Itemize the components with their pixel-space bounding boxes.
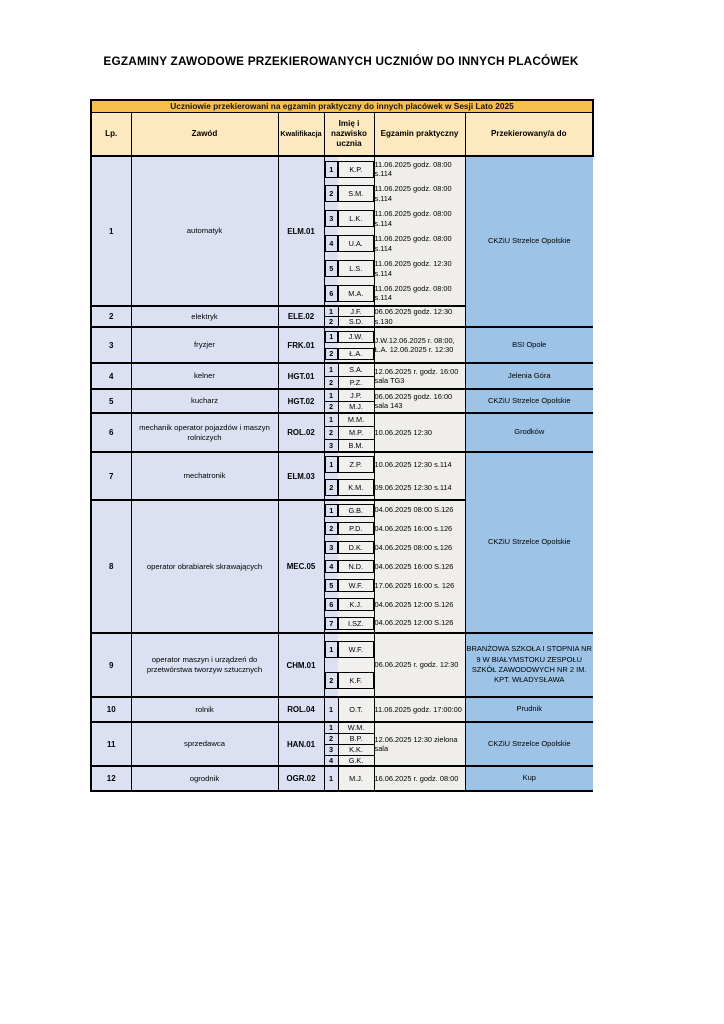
student-nr: 2 <box>325 185 339 202</box>
student-name: S.M. <box>338 185 374 202</box>
student-name: P.D. <box>338 522 374 535</box>
student-nr-cell <box>324 614 338 633</box>
student-name-cell <box>338 557 374 576</box>
redirect-cell: CKZiU Strzelce Opolskie <box>465 452 593 633</box>
lp-cell: 5 <box>91 389 131 413</box>
student-nr: 4 <box>325 560 339 573</box>
exam-cell: 06.06.2025 r. godz. 12:30 <box>374 633 465 697</box>
student-name-cell <box>338 156 374 181</box>
kwalifikacja-cell: MEC.05 <box>278 500 324 633</box>
exam-cell: 11.06.2025 godz. 08:00 s.114 <box>374 181 465 206</box>
student-name-cell <box>338 595 374 614</box>
student-name-cell <box>338 181 374 206</box>
exam-cell: 11.06.2025 godz. 08:00 s.114 <box>374 231 465 256</box>
exam-cell: 10.06.2025 12:30 s.114 <box>374 452 465 476</box>
student-nr-cell: 4 <box>324 755 338 766</box>
kwalifikacja-cell: ROL.02 <box>278 413 324 452</box>
lp-cell: 8 <box>91 500 131 633</box>
student-nr-cell <box>324 595 338 614</box>
exam-cell: 16.06.2025 r. godz. 08:00 <box>374 766 465 791</box>
student-nr: 6 <box>325 598 339 611</box>
student-nr: 1 <box>325 456 339 473</box>
student-nr-cell <box>324 327 338 345</box>
exam-cell: 17.06.2025 16:00 s. 126 <box>374 576 465 595</box>
student-nr: 3 <box>325 541 339 554</box>
student-nr-cell <box>324 181 338 206</box>
student-name: D.K. <box>338 541 374 554</box>
exam-cell: 04.06.2025 16:00 s.126 <box>374 519 465 538</box>
exam-cell: 09.06.2025 12:30 s.114 <box>374 476 465 500</box>
zawod-cell: sprzedawca <box>131 722 278 766</box>
student-name-cell <box>338 476 374 500</box>
student-name: K.F. <box>338 672 374 689</box>
student-nr: 1 <box>325 331 339 343</box>
zawod-cell: fryzjer <box>131 327 278 363</box>
student-name: M.A. <box>338 285 374 302</box>
student-nr: 7 <box>325 617 339 630</box>
redirect-cell: Prudnik <box>465 697 593 722</box>
kwalifikacja-cell: HAN.01 <box>278 722 324 766</box>
zawod-cell: ogrodnik <box>131 766 278 791</box>
student-nr: 2 <box>325 348 339 360</box>
lp-cell: 7 <box>91 452 131 500</box>
student-name: K.M. <box>338 479 374 496</box>
student-nr: 4 <box>325 235 339 252</box>
zawod-cell: kucharz <box>131 389 278 413</box>
student-nr-cell <box>324 206 338 231</box>
student-name: I.SZ. <box>338 617 374 630</box>
student-name: W.F. <box>338 641 374 658</box>
student-nr-cell <box>324 156 338 181</box>
student-nr-cell <box>324 452 338 476</box>
student-name-cell: M.J. <box>338 401 374 413</box>
student-nr-cell: 1 <box>324 413 338 426</box>
student-nr: 2 <box>325 522 339 535</box>
student-nr-cell: 1 <box>324 389 338 401</box>
redirect-cell: Jelenia Góra <box>465 363 593 389</box>
col-header-kwalifikacja: Kwalifikacja <box>278 112 324 156</box>
redirect-cell: Grodków <box>465 413 593 452</box>
zawod-cell: rolnik <box>131 697 278 722</box>
banner-row <box>91 100 593 112</box>
student-name: W.F. <box>338 579 374 592</box>
student-nr: 2 <box>325 672 339 689</box>
student-name: G.B. <box>338 504 374 517</box>
student-name: N.D. <box>338 560 374 573</box>
student-row <box>91 389 593 401</box>
student-name-cell <box>338 452 374 476</box>
zawod-cell: operator obrabiarek skrawających <box>131 500 278 633</box>
kwalifikacja-cell: CHM.01 <box>278 633 324 697</box>
student-nr-cell: 3 <box>324 439 338 452</box>
student-name-cell: W.M. <box>338 722 374 733</box>
student-name-cell <box>338 665 374 697</box>
zawod-cell: mechatronik <box>131 452 278 500</box>
col-header-lp: Lp. <box>91 112 131 156</box>
student-name: U.A. <box>338 235 374 252</box>
student-nr-cell <box>324 665 338 697</box>
exam-cell: 04.06.2025 12:00 S.126 <box>374 614 465 633</box>
student-nr: 5 <box>325 260 339 277</box>
student-name-cell <box>338 206 374 231</box>
zawod-cell: kelner <box>131 363 278 389</box>
redirect-cell: CKZiU Strzelce Opolskie <box>465 722 593 766</box>
col-header-zawod: Zawód <box>131 112 278 156</box>
kwalifikacja-cell: OGR.02 <box>278 766 324 791</box>
student-name: K.J. <box>338 598 374 611</box>
redirect-cell: BRANŻOWA SZKOŁA I STOPNIA NR 9 W BIAŁYMSTOKU ZESPOŁU SZKÓŁ ZAWODOWYCH NR 2 IM. KPT. WŁADYSŁAWA <box>465 633 593 697</box>
exam-cell: 11.06.2025 godz. 08:00 s.114 <box>374 156 465 181</box>
zawod-cell: operator maszyn i urządzeń do przetwórstwa tworzyw sztucznych <box>131 633 278 697</box>
student-nr-cell: 1 <box>324 306 338 317</box>
student-nr: 1 <box>325 641 339 658</box>
page-title: EGZAMINY ZAWODOWE PRZEKIEROWANYCH UCZNIÓW DO INNYCH PLACÓWEK <box>103 54 579 68</box>
redirect-cell: BSI Opole <box>465 327 593 363</box>
kwalifikacja-cell: HGT.01 <box>278 363 324 389</box>
lp-cell: 12 <box>91 766 131 791</box>
student-nr-cell <box>324 281 338 306</box>
student-nr-cell <box>324 500 338 519</box>
student-name: L.S. <box>338 260 374 277</box>
student-name-cell <box>338 633 374 665</box>
redirect-cell: CKZiU Strzelce Opolskie <box>465 389 593 413</box>
student-row <box>91 363 593 376</box>
kwalifikacja-cell: ROL.04 <box>278 697 324 722</box>
student-nr-cell: 2 <box>324 426 338 439</box>
exam-cell: 12.06.2025 r. godz. 16:00 sala TG3 <box>374 363 465 389</box>
redirect-cell: Kup <box>465 766 593 791</box>
student-row <box>91 633 593 665</box>
lp-cell: 10 <box>91 697 131 722</box>
kwalifikacja-cell: ELM.01 <box>278 156 324 306</box>
student-name-cell <box>338 614 374 633</box>
student-row <box>91 413 593 426</box>
lp-cell: 2 <box>91 306 131 327</box>
exam-cell: 12.06.2025 12:30 zielona sala <box>374 722 465 766</box>
kwalifikacja-cell: ELM.03 <box>278 452 324 500</box>
exam-cell: 04.06.2025 16:00 S.126 <box>374 557 465 576</box>
student-name-cell: J.P. <box>338 389 374 401</box>
lp-cell: 3 <box>91 327 131 363</box>
student-nr-cell <box>324 345 338 363</box>
student-nr-cell <box>324 538 338 557</box>
student-nr-cell: 1 <box>324 722 338 733</box>
header-row <box>91 112 593 156</box>
exam-cell: 06.06.2025 godz. 16:00 sala 143 <box>374 389 465 413</box>
student-name-cell <box>338 500 374 519</box>
lp-cell: 4 <box>91 363 131 389</box>
student-name: K.P. <box>338 161 374 178</box>
student-nr-cell: 2 <box>324 376 338 389</box>
student-row <box>91 722 593 733</box>
student-name: Z.P. <box>338 456 374 473</box>
student-name-cell: M.J. <box>338 766 374 791</box>
kwalifikacja-cell: HGT.02 <box>278 389 324 413</box>
student-name-cell: B.P. <box>338 733 374 744</box>
student-nr-cell <box>324 519 338 538</box>
student-row <box>91 156 593 181</box>
student-name-cell: S.D. <box>338 317 374 328</box>
exam-cell: 11.06.2025 godz. 08:00 s.114 <box>374 281 465 306</box>
redirect-cell: CKZiU Strzelce Opolskie <box>465 156 593 327</box>
student-name: Ł.A. <box>338 348 374 360</box>
kwalifikacja-cell: ELE.02 <box>278 306 324 327</box>
student-row <box>91 766 593 791</box>
col-header-egzamin: Egzamin praktyczny <box>374 112 465 156</box>
student-nr-cell: 1 <box>324 766 338 791</box>
student-name-cell <box>338 538 374 557</box>
student-row <box>91 452 593 476</box>
student-nr-cell <box>324 576 338 595</box>
table-banner: Uczniowie przekierowani na egzamin praktyczny do innych placówek w Sesji Lato 2025 <box>91 100 593 112</box>
zawod-cell: mechanik operator pojazdów i maszyn rolniczych <box>131 413 278 452</box>
student-name-cell: B.M. <box>338 439 374 452</box>
exam-cell: 04.06.2025 12:00 S.126 <box>374 595 465 614</box>
exam-cell: 04.06.2025 08:00 S.126 <box>374 500 465 519</box>
student-nr-cell: 1 <box>324 697 338 722</box>
student-name-cell <box>338 345 374 363</box>
student-name-cell <box>338 576 374 595</box>
student-nr-cell: 3 <box>324 744 338 755</box>
lp-cell: 11 <box>91 722 131 766</box>
student-name-cell <box>338 519 374 538</box>
exam-table <box>90 99 594 792</box>
student-nr-cell <box>324 476 338 500</box>
student-nr-cell <box>324 231 338 256</box>
student-name-cell: S.A. <box>338 363 374 376</box>
student-nr-cell <box>324 557 338 576</box>
exam-cell: J.W.12.06.2025 r. 08:00, Ł.A. 12.06.2025 r. 12:30 <box>374 327 465 363</box>
student-nr: 1 <box>325 161 339 178</box>
student-name-cell: O.T. <box>338 697 374 722</box>
lp-cell: 1 <box>91 156 131 306</box>
student-name-cell: M.P. <box>338 426 374 439</box>
student-name: L.K. <box>338 210 374 227</box>
student-name-cell: M.M. <box>338 413 374 426</box>
col-header-przekierowany: Przekierowany/a do <box>465 112 593 156</box>
lp-cell: 6 <box>91 413 131 452</box>
kwalifikacja-cell: FRK.01 <box>278 327 324 363</box>
student-name-cell <box>338 256 374 281</box>
student-nr-cell: 2 <box>324 733 338 744</box>
student-name-cell: P.Z. <box>338 376 374 389</box>
col-header-imie-nazwisko: Imię i nazwisko ucznia <box>324 112 374 156</box>
student-nr: 5 <box>325 579 339 592</box>
student-row <box>91 697 593 722</box>
student-nr-cell: 1 <box>324 363 338 376</box>
student-name-cell: G.K. <box>338 755 374 766</box>
student-nr-cell: 2 <box>324 401 338 413</box>
student-nr: 6 <box>325 285 339 302</box>
student-nr: 2 <box>325 479 339 496</box>
student-name-cell: J.F. <box>338 306 374 317</box>
student-nr: 1 <box>325 504 339 517</box>
student-name-cell <box>338 327 374 345</box>
student-nr: 3 <box>325 210 339 227</box>
zawod-cell: elektryk <box>131 306 278 327</box>
student-nr-cell <box>324 256 338 281</box>
exam-cell: 11.06.2025 godz. 08:00 s.114 <box>374 206 465 231</box>
student-row <box>91 327 593 345</box>
student-nr-cell: 2 <box>324 317 338 328</box>
student-nr-cell <box>324 633 338 665</box>
lp-cell: 9 <box>91 633 131 697</box>
student-name-cell <box>338 281 374 306</box>
student-name-cell: K.K. <box>338 744 374 755</box>
student-name-cell <box>338 231 374 256</box>
exam-cell: 10.06.2025 12:30 <box>374 413 465 452</box>
exam-cell: 04.06.2025 08:00 s.126 <box>374 538 465 557</box>
exam-cell: 11.06.2025 godz. 12:30 s.114 <box>374 256 465 281</box>
zawod-cell: automatyk <box>131 156 278 306</box>
student-name: J.W. <box>338 331 374 343</box>
exam-cell: 11.06.2025 godz. 17:00:00 <box>374 697 465 722</box>
exam-cell: 06.06.2025 godz. 12:30 s.130 <box>374 306 465 327</box>
